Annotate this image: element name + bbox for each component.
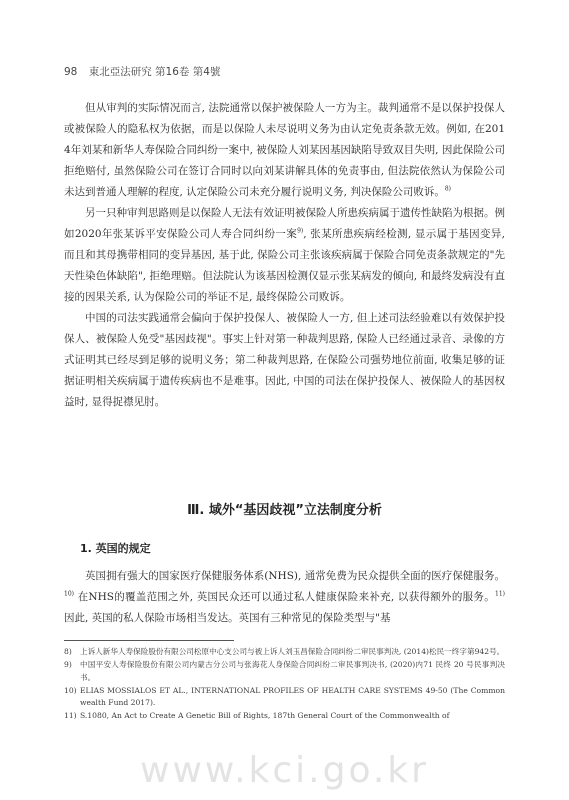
paragraph-1: [64, 98, 505, 203]
paragraph-1-text: 但从审判的实际情况而言, 法院通常以保护被保险人一方为主。裁判通常不是以保护投保人或被保险人的隐私权为依据，而是以保险人未尽说明义务为由认定免责条款无效。例如, 在2014年刘某和新华人寿保险合同纠纷一案中, 被保险人刘某因基因缺陷导致双目失明, 因此保险公司拒绝赔付, 虽然保险公司在签订合同时以向刘某讲解具体的免责事由, 但法院依然认为保险公司未达到普通人理解的程度, 认定保险公司未充分履行说明义务, 判决保险公司败诉。: [64, 102, 505, 198]
section-heading: Ⅲ. 域外“基因歧视”立法制度分析: [187, 503, 382, 518]
paragraph-uk: [64, 566, 505, 629]
page-number: 98: [64, 66, 78, 78]
footnote-ref-10[interactable]: 10): [64, 590, 74, 598]
paragraph-uk-part1: 英国拥有强大的国家医疗保健服务体系(NHS), 通常免费为民众提供全面的医疗保健服务。: [85, 570, 505, 582]
running-header: [64, 64, 220, 79]
paragraph-3: [64, 308, 505, 413]
footnote-ref-9[interactable]: 9): [297, 227, 304, 235]
paragraph-2-text-cont: , 张某所患疾病经检测, 显示属于基因变异, 而且和其母携带相同的变异基因, 基于此, 保险公司主张该疾病属于保险合同免责条款规定的"先天性染色体缺陷", 拒绝理赔。但法院认为该基因检测仅显示张某病发的倾向, 和最终发病没有直接的因果关系, 认为保险公司的举证不足, 最终保险公司败诉。: [64, 228, 505, 303]
footnote-text: 上诉人新华人寿保险股份有限公司松原中心支公司与被上诉人刘玉昌保险合同纠纷二审民事判决, (2014)松民一终字第942号。: [80, 647, 505, 656]
footnote: [64, 646, 505, 659]
subsection-heading: 1. 英国的规定: [80, 542, 151, 555]
body-text-block: [64, 98, 505, 413]
footnote-text: 中国平安人寿保险股份有限公司内蒙古分公司与张海花人身保险合同纠纷二审民事判决书, (2020)内71 民终 20 号民事判决书。: [80, 660, 505, 682]
paragraph-2: [64, 203, 505, 308]
footnote-number: 9): [64, 660, 72, 669]
footnote-text: ELIAS MOSSIALOS ET AL., INTERNATIONAL PROFILES OF HEALTH CARE SYSTEMS 49-50 (The Commonwealth Fund 2017).: [80, 685, 505, 707]
footnote-divider: [64, 640, 234, 641]
footnote: [64, 710, 505, 723]
paragraph-3-text: 中国的司法实践通常会偏向于保护投保人、被保险人一方, 但上述司法经验难以有效保护投保人、被保险人免受"基因歧视"。事实上针对第一种裁判思路, 保险人已经通过录音、录像的方式证明其已经尽到足够的说明义务；第二种裁判思路, 在保险公司强势地位前面, 收集足够的证据证明相关疾病属于遗传疾病也不是难事。因此, 中国的司法在保护投保人、被保险人的基因权益时, 显得捉襟见肘。: [64, 312, 505, 408]
footnote: [64, 659, 505, 684]
uk-text-block: [64, 566, 505, 629]
footnote-text: S.1080, An Act to Create A Genetic Bill of Rights, 187th General Court of the Commonwealth of: [80, 711, 450, 720]
footnote-ref-11[interactable]: 11): [495, 590, 505, 598]
footnote-number: 11): [64, 711, 77, 720]
footnote: [64, 685, 505, 710]
watermark: www.kci.go.kr: [140, 750, 429, 791]
footnotes: [64, 646, 505, 723]
paragraph-2-text: 另一只种审判思路则是以保险人无法有效证明被保险人所患疾病属于遗传性缺陷为根据。例如2020年张某诉平安保险公司人寿合同纠纷一案: [64, 207, 505, 240]
footnote-number: 8): [64, 647, 72, 656]
footnote-number: 10): [64, 685, 77, 695]
paragraph-uk-part3: 因此, 英国的私人保险市场相当发达。英国有三种常见的保险类型与"基: [64, 612, 391, 624]
paragraph-uk-part2: 在NHS的覆盖范围之外, 英国民众还可以通过私人健康保险来补充, 以获得额外的服务。: [73, 591, 496, 603]
footnote-ref-8[interactable]: 8): [444, 185, 452, 193]
journal-title: 東北亞法研究 第16卷 第4號: [88, 66, 221, 78]
